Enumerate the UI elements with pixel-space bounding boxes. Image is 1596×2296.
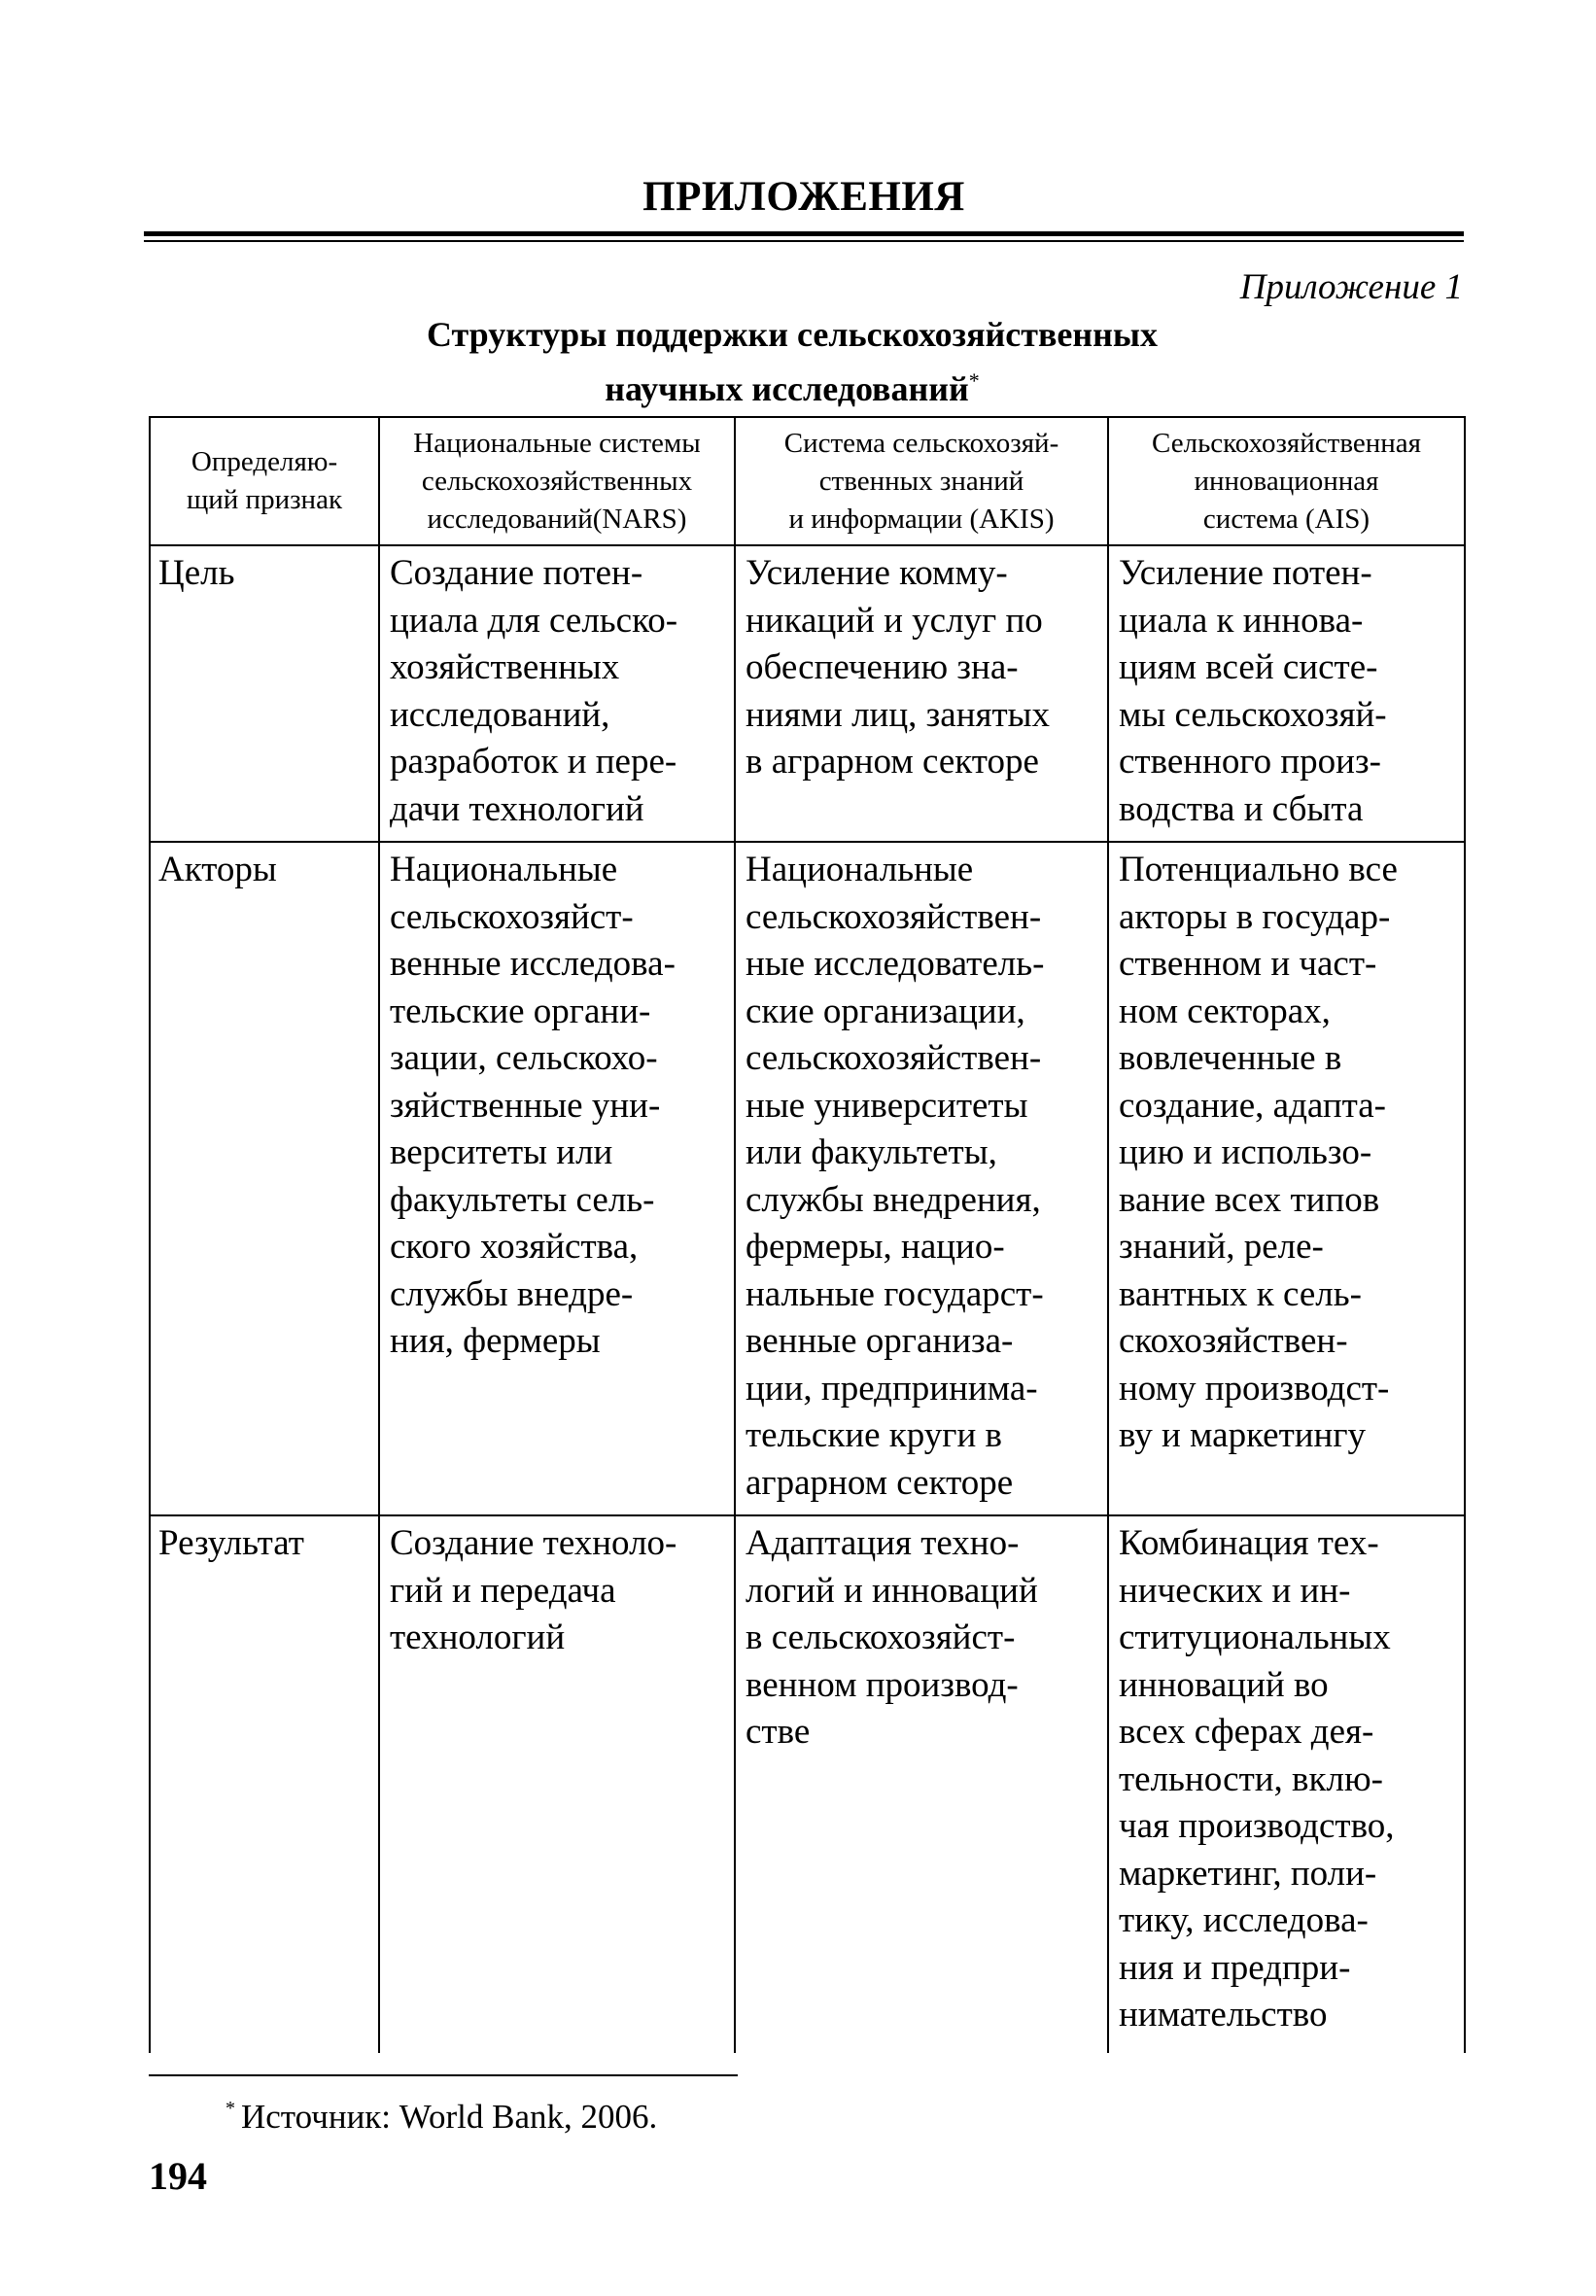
cell-line: венные организа-: [746, 1321, 1014, 1361]
footnote-rule: [149, 2074, 738, 2076]
cell-line: ственного произ-: [1119, 742, 1381, 782]
cell-line: венные исследова-: [390, 944, 676, 984]
cell-line: ные исследователь-: [746, 944, 1045, 984]
table-cell: [735, 842, 1108, 1515]
cell-line: скохозяйствен-: [1119, 1321, 1348, 1361]
cell-line: дачи технологий: [390, 788, 644, 829]
cell-line: ву и маркетингу: [1119, 1415, 1367, 1455]
cell-line: вание всех типов: [1119, 1179, 1380, 1220]
cell-line: тельские органи-: [390, 991, 651, 1031]
table-cell: [379, 842, 735, 1515]
footnote: [226, 2098, 657, 2137]
cell-line: ституциональных: [1119, 1618, 1391, 1657]
header-line: исследований(NARS): [427, 503, 687, 535]
cell-line: ном секторах,: [1119, 991, 1331, 1031]
table-cell: [379, 545, 735, 842]
table-title-line-2: [233, 358, 1351, 412]
row-label: Результат: [150, 1515, 379, 2053]
cell-line: всех сферах дея-: [1119, 1712, 1374, 1752]
cell-line: Создание техноло-: [390, 1523, 677, 1563]
cell-line: службы внедре-: [390, 1273, 634, 1314]
header-line: щий признак: [186, 484, 343, 515]
cell-line: фермеры, нацио-: [746, 1227, 1005, 1267]
cell-line: ственном и част-: [1119, 944, 1377, 984]
comparison-table-wrapper: [149, 416, 1464, 2041]
table-cell: [1108, 1515, 1465, 2053]
cell-line: сельскохозяйствен-: [746, 1038, 1042, 1078]
section-title: ПРИЛОЖЕНИЯ: [642, 174, 965, 220]
cell-line: циала к иннова-: [1119, 600, 1364, 641]
page-number: 194: [149, 2154, 207, 2198]
cell-line: факультеты сель-: [390, 1179, 655, 1220]
cell-line: создание, адапта-: [1119, 1085, 1386, 1126]
cell-line: хозяйственных: [390, 647, 620, 687]
cell-line: цию и использо-: [1119, 1132, 1372, 1172]
table-title-footnote-marker: *: [968, 368, 980, 393]
header-line: Определяю-: [191, 446, 338, 477]
cell-line: аграрном секторе: [746, 1462, 1014, 1503]
table-row: [150, 1515, 1465, 2053]
cell-line: сельскохозяйствен-: [746, 896, 1042, 937]
table-cell: [735, 1515, 1108, 2053]
table-header-row: [150, 417, 1465, 545]
header-line: ственных знаний: [818, 465, 1024, 497]
table-header-cell: [150, 417, 379, 545]
cell-line: сельскохозяйст-: [390, 896, 634, 937]
title-rule-thin: [144, 240, 1464, 242]
cell-line: Комбинация тех-: [1119, 1523, 1379, 1563]
cell-line: ского хозяйства,: [390, 1227, 639, 1267]
cell-line: водства и сбыта: [1119, 788, 1364, 829]
cell-line: циала для сельско-: [390, 600, 678, 641]
cell-line: разработок и пере-: [390, 742, 677, 782]
cell-line: в аграрном секторе: [746, 742, 1039, 782]
table-header-cell: [379, 417, 735, 545]
cell-line: нальные государст-: [746, 1273, 1044, 1314]
cell-line: тельские круги в: [746, 1415, 1002, 1455]
cell-line: технологий: [390, 1618, 566, 1657]
cell-line: Потенциально все: [1119, 850, 1398, 889]
header-line: система (AIS): [1202, 503, 1370, 535]
cell-line: зяйственные уни-: [390, 1085, 661, 1126]
cell-line: Создание потен-: [390, 553, 643, 593]
cell-line: ния и предпри-: [1119, 1947, 1351, 1988]
cell-line: ному производст-: [1119, 1368, 1390, 1409]
cell-line: верситеты или: [390, 1132, 613, 1172]
cell-line: Национальные: [390, 850, 618, 889]
table-title-line-1: Структуры поддержки сельскохозяйственных: [427, 315, 1158, 354]
cell-line: службы внедрения,: [746, 1179, 1041, 1220]
cell-line: венном производ-: [746, 1664, 1019, 1705]
cell-line: гий и передача: [390, 1570, 616, 1611]
table-header-cell: [1108, 417, 1465, 545]
cell-line: в сельскохозяйст-: [746, 1618, 1016, 1657]
header-line: и информации (AKIS): [788, 503, 1055, 535]
cell-line: ниями лиц, занятых: [746, 694, 1051, 735]
comparison-table: [149, 416, 1466, 2053]
table-cell: [735, 545, 1108, 842]
table-row: [150, 545, 1465, 842]
cell-line: исследований,: [390, 694, 610, 735]
table-cell: [1108, 842, 1465, 1515]
header-line: Система сельскохозяй-: [783, 427, 1059, 459]
cell-line: Адаптация техно-: [746, 1523, 1020, 1563]
cell-line: вантных к сель-: [1119, 1273, 1362, 1314]
cell-line: стве: [746, 1712, 811, 1752]
cell-line: маркетинг, поли-: [1119, 1853, 1377, 1894]
cell-line: нических и ин-: [1119, 1570, 1351, 1611]
cell-line: тельности, вклю-: [1119, 1758, 1383, 1799]
header-line: инновационная: [1194, 465, 1379, 497]
cell-line: Национальные: [746, 850, 974, 889]
cell-line: или факультеты,: [746, 1132, 997, 1172]
title-rule-thick: [144, 231, 1464, 236]
cell-line: зации, сельскохо-: [390, 1038, 658, 1078]
cell-line: вовлеченные в: [1119, 1038, 1342, 1078]
cell-line: чая производство,: [1119, 1806, 1395, 1846]
table-title-line-2-text: научных исследований: [605, 369, 969, 408]
header-line: Сельскохозяйственная: [1152, 427, 1421, 459]
footnote-marker: *: [226, 2098, 235, 2119]
cell-line: нимательство: [1119, 1995, 1328, 2035]
cell-line: ния, фермеры: [390, 1321, 601, 1361]
cell-line: никаций и услуг по: [746, 600, 1043, 641]
appendix-label: Приложение 1: [1239, 267, 1463, 307]
cell-line: логий и инноваций: [746, 1570, 1038, 1611]
cell-line: мы сельскохозяй-: [1119, 694, 1387, 735]
cell-line: тику, исследова-: [1119, 1900, 1369, 1940]
cell-line: Усиление потен-: [1119, 553, 1372, 593]
table-cell: [1108, 545, 1465, 842]
table-header-cell: [735, 417, 1108, 545]
cell-line: ции, предпринима-: [746, 1368, 1038, 1409]
table-row: [150, 842, 1465, 1515]
cell-line: знаний, реле-: [1119, 1227, 1324, 1267]
table-title: [233, 311, 1351, 412]
cell-line: ные университеты: [746, 1085, 1028, 1126]
table-cell: [379, 1515, 735, 2053]
header-line: Национальные системы: [413, 427, 701, 459]
cell-line: циям всей систе-: [1119, 647, 1378, 687]
header-line: сельскохозяйственных: [421, 465, 693, 497]
cell-line: Усиление комму-: [746, 553, 1008, 593]
table-body: [150, 545, 1465, 2053]
footnote-text: Источник: World Bank, 2006.: [241, 2098, 658, 2136]
cell-line: инноваций во: [1119, 1664, 1329, 1705]
row-label: Акторы: [150, 842, 379, 1515]
cell-line: акторы в государ-: [1119, 896, 1391, 937]
cell-line: ские организации,: [746, 991, 1025, 1031]
row-label: Цель: [150, 545, 379, 842]
cell-line: обеспечению зна-: [746, 647, 1019, 687]
